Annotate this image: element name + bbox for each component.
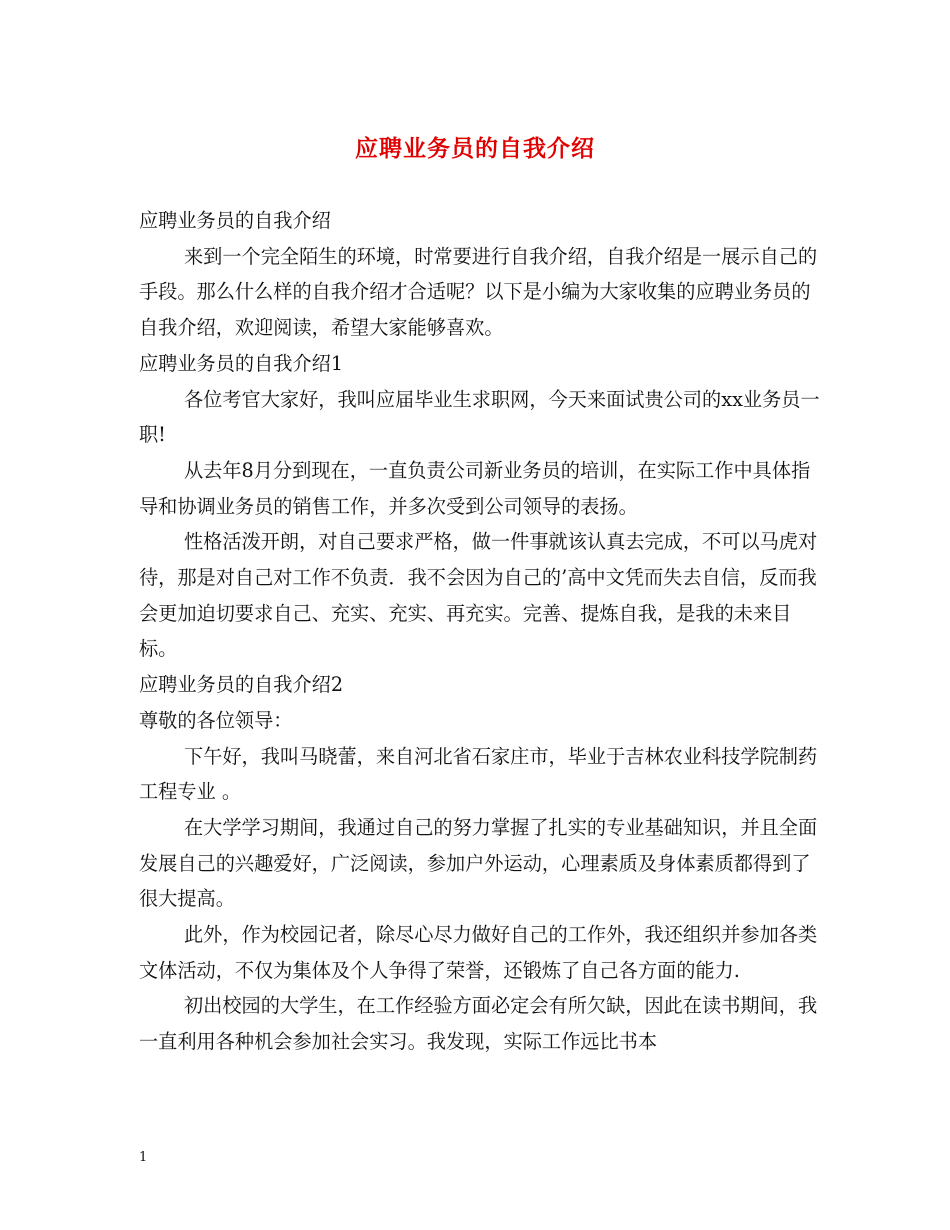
paragraph: 下午好，我叫马晓蕾，来自河北省石家庄市，毕业于吉林农业科技学院制药工程专业 。 bbox=[139, 744, 818, 804]
paragraph: 初出校园的大学生，在工作经验方面必定会有所欠缺，因此在读书期间，我一直利用各种机会参加社会实习。我发现，实际工作远比书本 bbox=[139, 994, 818, 1054]
paragraph: 此外，作为校园记者，除尽心尽力做好自己的工作外，我还组织并参加各类文体活动，不仅为集体及个人争得了荣誉，还锻炼了自己各方面的能力. bbox=[139, 923, 818, 982]
paragraph: 来到一个完全陌生的环境，时常要进行自我介绍，自我介绍是一展示自己的手段。那么什么样的自我介绍才合适呢？以下是小编为大家收集的应聘业务员的自我介绍，欢迎阅读，希望大家能够喜欢。 bbox=[139, 244, 818, 340]
page-number: 1 bbox=[139, 1150, 148, 1165]
document-body bbox=[139, 203, 829, 1060]
paragraph: 从去年8月分到现在，一直负责公司新业务员的培训，在实际工作中具体指导和协调业务员的销售工作，并多次受到公司领导的表扬。 bbox=[139, 458, 811, 518]
section-heading: 应聘业务员的自我介绍1 bbox=[139, 351, 344, 375]
section-heading: 应聘业务员的自我介绍2 bbox=[139, 673, 344, 697]
paragraph: 各位考官大家好，我叫应届毕业生求职网，今天来面试贵公司的xx业务员一职! bbox=[139, 387, 820, 447]
paragraph: 性格活泼开朗，对自己要求严格，做一件事就该认真去完成，不可以马虎对待，那是对自己对工作不负责．我不会因为自己的’高中文凭而失去自信，反而我会更加迫切要求自己、充实、充实、再充实。完善、提炼自我，是我的未来目标。 bbox=[139, 530, 818, 661]
document-title: 应聘业务员的自我介绍 bbox=[355, 135, 595, 162]
salutation: 尊敬的各位领导： bbox=[139, 708, 293, 732]
section-heading: 应聘业务员的自我介绍 bbox=[139, 209, 331, 232]
paragraph: 在大学学习期间，我通过自己的努力掌握了扎实的专业基础知识，并且全面发展自己的兴趣爱好，广泛阅读，参加户外运动，心理素质及身体素质都得到了很大提高。 bbox=[139, 815, 818, 911]
